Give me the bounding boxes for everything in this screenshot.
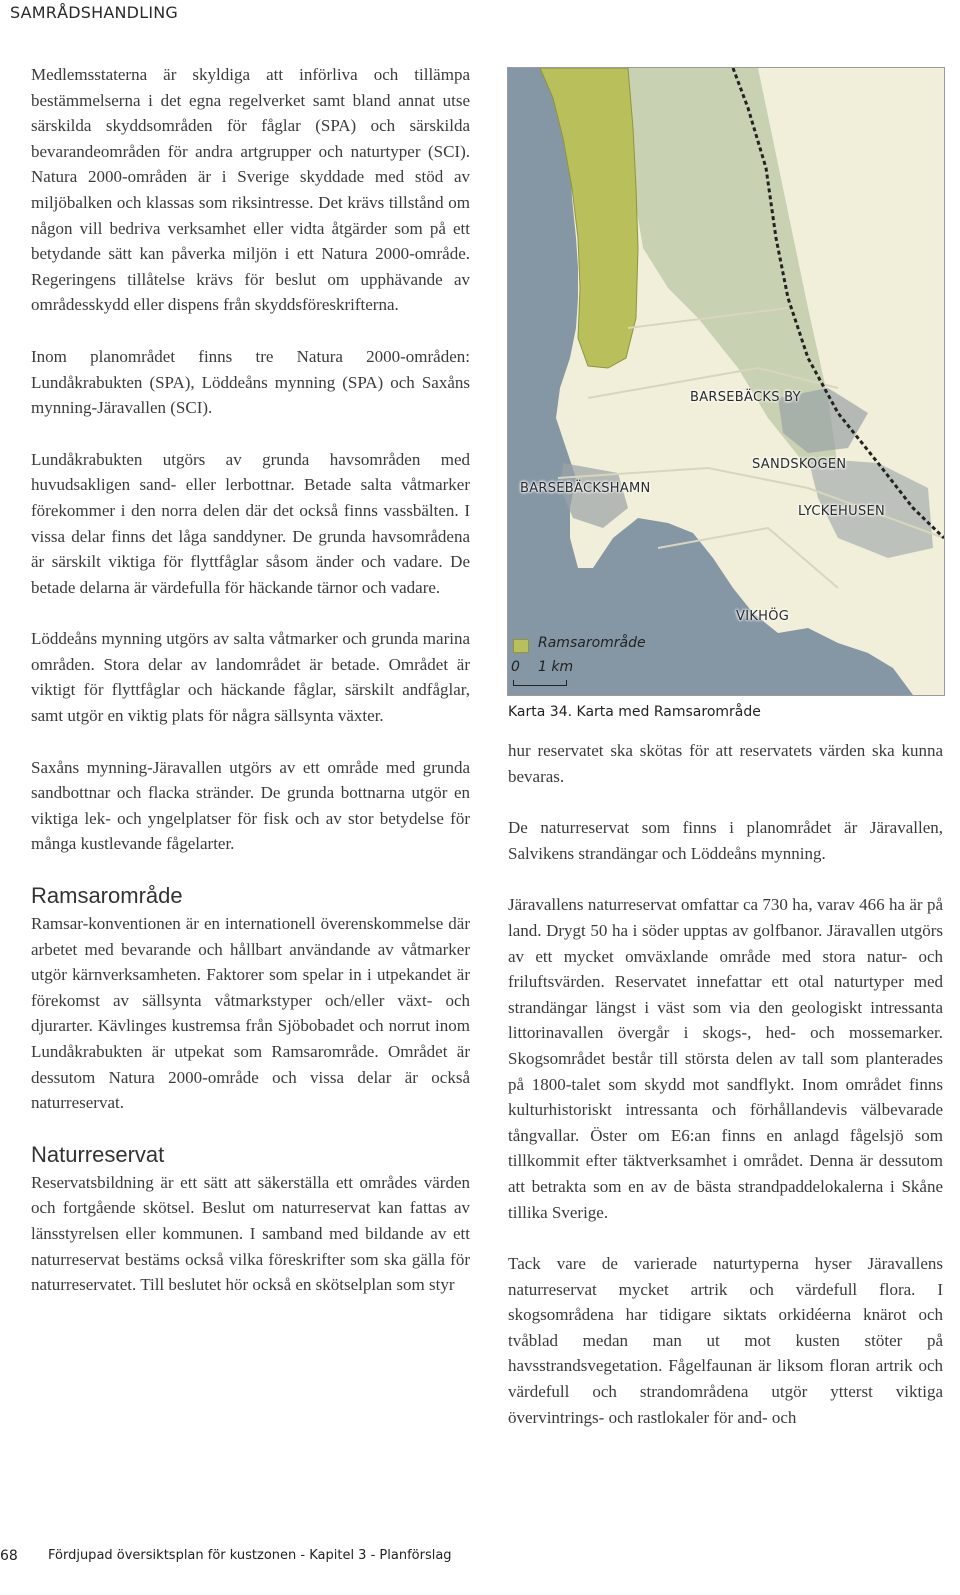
scale-km-label: 1 km — [538, 659, 574, 675]
legend-ramsar-label: Ramsarområde — [538, 635, 646, 651]
left-column — [31, 62, 470, 1324]
legend-ramsar-swatch — [513, 639, 529, 653]
map-caption: Karta 34. Karta med Ramsarområde — [508, 704, 761, 720]
scale-bar — [513, 680, 567, 686]
map-label-vikhog: VIKHÖG — [736, 609, 790, 624]
heading-ramsaromrade: Ramsarområde — [31, 883, 183, 909]
heading-naturreservat: Naturreservat — [31, 1141, 165, 1167]
paragraph-ramsar: Ramsar-konventionen är en internationell överenskommelse där arbetet med bevarande och hållbart användande av våtmarker utgör kärnverksamheten. Faktorer som spelar in i utpekandet är förekomst av sällsynta våtmarkstyper och/eller växt- och djurarter. Kävlinges kustremsa från Sjöbobadet och norrut inom Lundåkrabukten är utpekat som Ramsarområde. Området är dessutom Natura 2000-område och vissa delar är också naturreservat. — [31, 914, 470, 1113]
paragraph-reservat-list: De naturreservat som finns i planområdet är Järavallen, Salvikens strandängar och Löddeåns mynning. — [508, 818, 943, 863]
paragraph-jaravallen: Järavallens naturreservat omfattar ca 730 ha, varav 466 ha är på land. Drygt 50 ha i söder upptas av golfbanor. Järavallen utgörs av ett mycket omväxlande område med stora natur- och friluftsvärden. Reservatet innefattar ett otal naturtyper med strandängar längst i väst som via den geologiskt intressanta littorinavallen övergår i skogs-, hed- och mossemarker. Skogsområdet består till största delen av tall som planterades på 1800-talet som skydd mot sandflykt. Inom området finns kulturhistoriskt intressanta och förhållandevis välbevarade tångvallar. Öster om E6:an finns en anlagd fågelsjö som tillkommit efter täktverksamhet i området. Denna är dessutom att betrakta som en av de bästa strandpaddelokalerna i Skåne tillika Sverige. — [508, 895, 943, 1222]
paragraph-reservat-skotsel: hur reservatet ska skötas för att reservatets värden ska kunna bevaras. — [508, 741, 943, 786]
right-column — [508, 738, 943, 1456]
footer-document-title: Fördjupad översiktsplan för kustzonen - Kapitel 3 - Planförslag — [48, 1548, 452, 1563]
map-label-sandskogen: SANDSKOGEN — [752, 457, 847, 472]
ramsar-map — [507, 67, 945, 696]
map-label-lyckehusen: LYCKEHUSEN — [798, 504, 886, 519]
paragraph-flora-fauna: Tack vare de varierade naturtyperna hyser Järavallens naturreservat mycket artrik och värdefull flora. I skogsområdena har tidigare siktats orkidéerna knärot och tvåblad medan man ut mot kusten stöter på havsstrandsvegetation. Fågelfaunan är liksom floran artrik och värdefull och strandområdena utgör ytterst viktiga övervintrings- och rastlokaler för and- och — [508, 1254, 943, 1427]
page-header-label: SAMRÅDSHANDLING — [10, 3, 179, 22]
scale-zero-label: 0 — [511, 659, 520, 675]
paragraph-naturreservat: Reservatsbildning är ett sätt att säkerställa ett områdes värden och fortgående skötsel. Beslut om naturreservat kan fattas av länsstyrelsen eller kommunen. I samband med bildande av ett naturreservat bestäms också vilka föreskrifter som ska gälla för naturreservatet. Till beslutet hör också en skötselplan som styr — [31, 1172, 470, 1295]
paragraph-natura-intro: Medlemsstaterna är skyldiga att införliva och tillämpa bestämmelserna i det egna regelverket samt bland annat utse särskilda skyddsområden för fåglar (SPA) och särskilda bevarandeområden för andra artgrupper och naturtyper (SCI). Natura 2000-områden är i Sverige skyddade med stöd av miljöbalken och klassas som riksintresse. Det krävs tillstånd om någon vill bedriva verksamhet eller vidta åtgärder som på ett betydande sätt kan påverka miljön i ett Natura 2000-område. Regeringens tillåtelse krävs för beslut om upphävande av områdesskydd eller dispens från skyddsföreskrifterna. — [31, 65, 470, 315]
paragraph-loddeans-mynning: Löddeåns mynning utgörs av salta våtmarker och grunda marina områden. Stora delar av landområdet är betade. Området är viktigt för flyttfåglar och häckande fåglar, särskilt andfåglar, samt utgör en viktig plats för några sällsynta växter. — [31, 629, 470, 726]
paragraph-saxans-mynning: Saxåns mynning-Järavallen utgörs av ett område med grunda sandbottnar och flacka stränder. De grunda bottnarna utgör en viktiga lek- och yngelplatser för fisk och av stor betydelse för många kustlevande fågelarter. — [31, 757, 470, 854]
paragraph-lundakrabukten: Lundåkrabukten utgörs av grunda havsområden med huvudsakligen sand- eller lerbottnar. Betade salta våtmarker förekommer i den norra delen där det också finns vassbälten. I vissa delar finns det låga sanddyner. De grunda havsområdena är särskilt viktiga för flyttfåglar såsom änder och vadare. De betade delarna är värdefulla för häckande tärnor och vadare. — [31, 449, 470, 597]
paragraph-natura-areas: Inom planområdet finns tre Natura 2000-områden: Lundåkrabukten (SPA), Löddeåns mynning (SPA) och Saxåns mynning-Järavallen (SCI). — [31, 346, 470, 418]
footer-page-number: 68 — [0, 1548, 18, 1564]
map-graphic — [508, 68, 944, 695]
map-label-barsebacks-by: BARSEBÄCKS BY — [690, 390, 801, 405]
map-label-barsebackshamn: BARSEBÄCKSHAMN — [520, 481, 651, 496]
